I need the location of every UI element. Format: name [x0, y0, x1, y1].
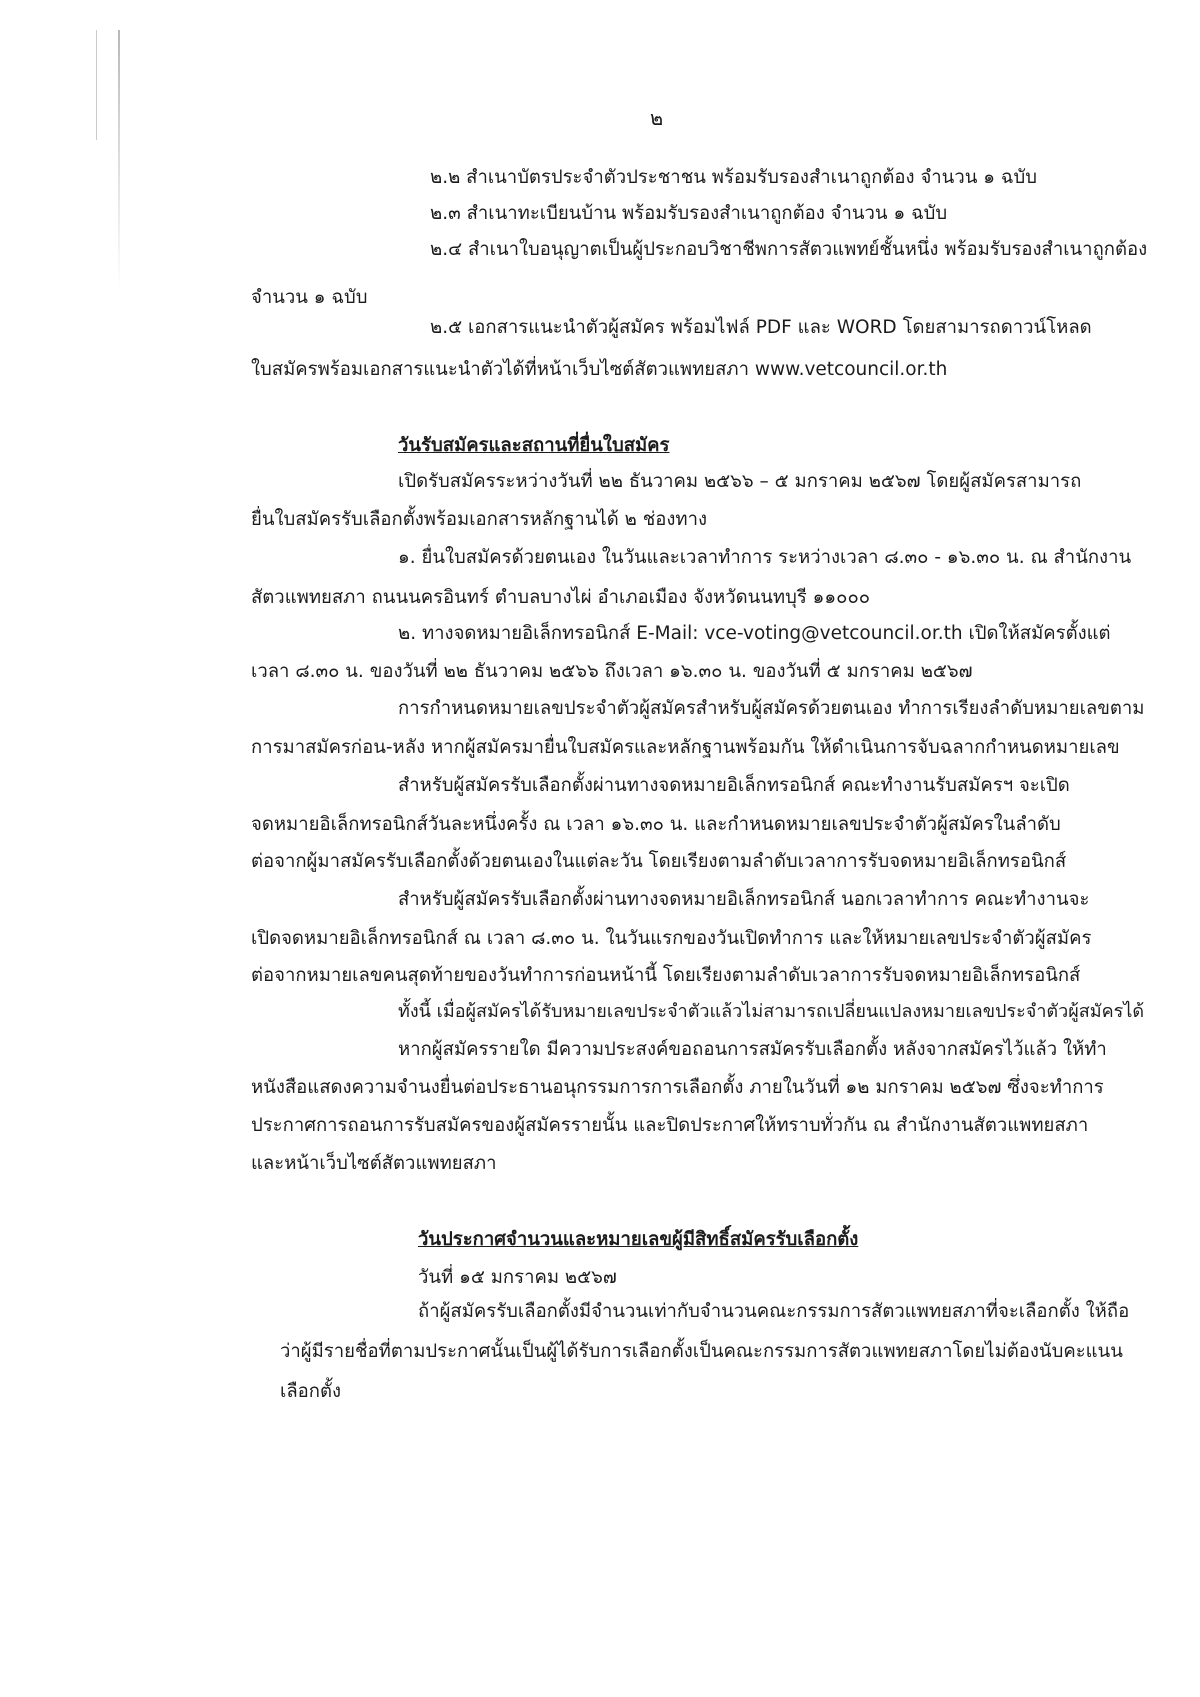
- paragraph-line: การกำหนดหมายเลขประจำตัวผู้สมัครสำหรับผู้สมัครด้วยตนเอง ทำการเรียงลำดับหมายเลขตาม: [398, 698, 1145, 719]
- paragraph-line: เลือกตั้ง: [280, 1381, 342, 1402]
- doc-item-2-3: ๒.๓ สำเนาทะเบียนบ้าน พร้อมรับรองสำเนาถูกต้อง จำนวน ๑ ฉบับ: [430, 203, 948, 224]
- scan-edge-mark: [118, 30, 120, 290]
- doc-item-2-4-cont: จำนวน ๑ ฉบับ: [251, 287, 368, 308]
- paragraph-line: ๒. ทางจดหมายอิเล็กทรอนิกส์ E-Mail: vce-voting@vetcouncil.or.th เปิดให้สมัครตั้งแต่: [398, 623, 1111, 644]
- section-heading-application-period: วันรับสมัครและสถานที่ยื่นใบสมัคร: [398, 435, 670, 456]
- paragraph-line: เวลา ๘.๓๐ น. ของวันที่ ๒๒ ธันวาคม ๒๕๖๖ ถึงเวลา ๑๖.๓๐ น. ของวันที่ ๕ มกราคม ๒๕๖๗: [251, 661, 973, 682]
- paragraph-line: การมาสมัครก่อน-หลัง หากผู้สมัครมายื่นใบสมัครและหลักฐานพร้อมกัน ให้ดำเนินการจับฉลากกำหนดหมายเลข: [251, 737, 1120, 758]
- paragraph-line: ๑. ยื่นใบสมัครด้วยตนเอง ในวันและเวลาทำการ ระหว่างเวลา ๘.๓๐ - ๑๖.๓๐ น. ณ สำนักงาน: [398, 547, 1132, 568]
- paragraph-line: ถ้าผู้สมัครรับเลือกตั้งมีจำนวนเท่ากับจำนวนคณะกรรมการสัตวแพทยสภาที่จะเลือกตั้ง ให้ถือ: [418, 1301, 1130, 1322]
- section-heading-announcement: วันประกาศจำนวนและหมายเลขผู้มีสิทธิ์สมัครรับเลือกตั้ง: [418, 1229, 859, 1250]
- paragraph-line: สัตวแพทยสภา ถนนนครอินทร์ ตำบลบางไผ่ อำเภอเมือง จังหวัดนนทบุรี ๑๑๐๐๐: [251, 587, 871, 608]
- paragraph-line: หนังสือแสดงความจำนงยื่นต่อประธานอนุกรรมการการเลือกตั้ง ภายในวันที่ ๑๒ มกราคม ๒๕๖๗ ซึ่งจะทำการ: [251, 1077, 1104, 1098]
- doc-item-2-5-cont: ใบสมัครพร้อมเอกสารแนะนำตัวได้ที่หน้าเว็บไซต์สัตวแพทยสภา www.vetcouncil.or.th: [251, 359, 948, 380]
- paragraph-line: สำหรับผู้สมัครรับเลือกตั้งผ่านทางจดหมายอิเล็กทรอนิกส์ คณะทำงานรับสมัครฯ จะเปิด: [398, 775, 1070, 796]
- paragraph-line: และหน้าเว็บไซต์สัตวแพทยสภา: [251, 1153, 497, 1174]
- paragraph-line: วันที่ ๑๕ มกราคม ๒๕๖๗: [418, 1267, 617, 1288]
- doc-item-2-2: ๒.๒ สำเนาบัตรประจำตัวประชาชน พร้อมรับรองสำเนาถูกต้อง จำนวน ๑ ฉบับ: [430, 167, 1037, 188]
- paragraph-line: สำหรับผู้สมัครรับเลือกตั้งผ่านทางจดหมายอิเล็กทรอนิกส์ นอกเวลาทำการ คณะทำงานจะ: [398, 889, 1090, 910]
- doc-item-2-5: ๒.๕ เอกสารแนะนำตัวผู้สมัคร พร้อมไฟล์ PDF และ WORD โดยสามารถดาวน์โหลด: [430, 317, 1092, 338]
- paragraph-line: ต่อจากหมายเลขคนสุดท้ายของวันทำการก่อนหน้านี้ โดยเรียงตามลำดับเวลาการรับจดหมายอิเล็กทรอนิกส์: [251, 965, 1081, 986]
- paragraph-line: ต่อจากผู้มาสมัครรับเลือกตั้งด้วยตนเองในแต่ละวัน โดยเรียงตามลำดับเวลาการรับจดหมายอิเล็กทรอนิกส์: [251, 851, 1067, 872]
- paragraph-line: จดหมายอิเล็กทรอนิกส์วันละหนึ่งครั้ง ณ เวลา ๑๖.๓๐ น. และกำหนดหมายเลขประจำตัวผู้สมัครในลำดับ: [251, 814, 1061, 835]
- paragraph-line: ยื่นใบสมัครรับเลือกตั้งพร้อมเอกสารหลักฐานได้ ๒ ช่องทาง: [251, 509, 708, 530]
- page-number: ๒: [650, 106, 664, 130]
- paragraph-line: เปิดรับสมัครระหว่างวันที่ ๒๒ ธันวาคม ๒๕๖๖ – ๕ มกราคม ๒๕๖๗ โดยผู้สมัครสามารถ: [398, 471, 1082, 492]
- paragraph-line: ว่าผู้มีรายชื่อที่ตามประกาศนั้นเป็นผู้ได้รับการเลือกตั้งเป็นคณะกรรมการสัตวแพทยสภาโดยไม่ต้องนับคะแนน: [280, 1341, 1123, 1362]
- paragraph-line: เปิดจดหมายอิเล็กทรอนิกส์ ณ เวลา ๘.๓๐ น. ในวันแรกของวันเปิดทำการ และให้หมายเลขประจำตัวผู้สมัคร: [251, 928, 1092, 949]
- paragraph-line: ทั้งนี้ เมื่อผู้สมัครได้รับหมายเลขประจำตัวแล้วไม่สามารถเปลี่ยนแปลงหมายเลขประจำตัวผู้สมัครได้: [398, 1001, 1145, 1022]
- scan-edge-mark: [96, 30, 97, 140]
- paragraph-line: หากผู้สมัครรายใด มีความประสงค์ขอถอนการสมัครรับเลือกตั้ง หลังจากสมัครไว้แล้ว ให้ทำ: [398, 1039, 1107, 1060]
- paragraph-line: ประกาศการถอนการรับสมัครของผู้สมัครรายนั้น และปิดประกาศให้ทราบทั่วกัน ณ สำนักงานสัตวแพทยสภา: [251, 1115, 1089, 1136]
- doc-item-2-4: ๒.๔ สำเนาใบอนุญาตเป็นผู้ประกอบวิชาชีพการสัตวแพทย์ชั้นหนึ่ง พร้อมรับรองสำเนาถูกต้อง: [430, 239, 1148, 260]
